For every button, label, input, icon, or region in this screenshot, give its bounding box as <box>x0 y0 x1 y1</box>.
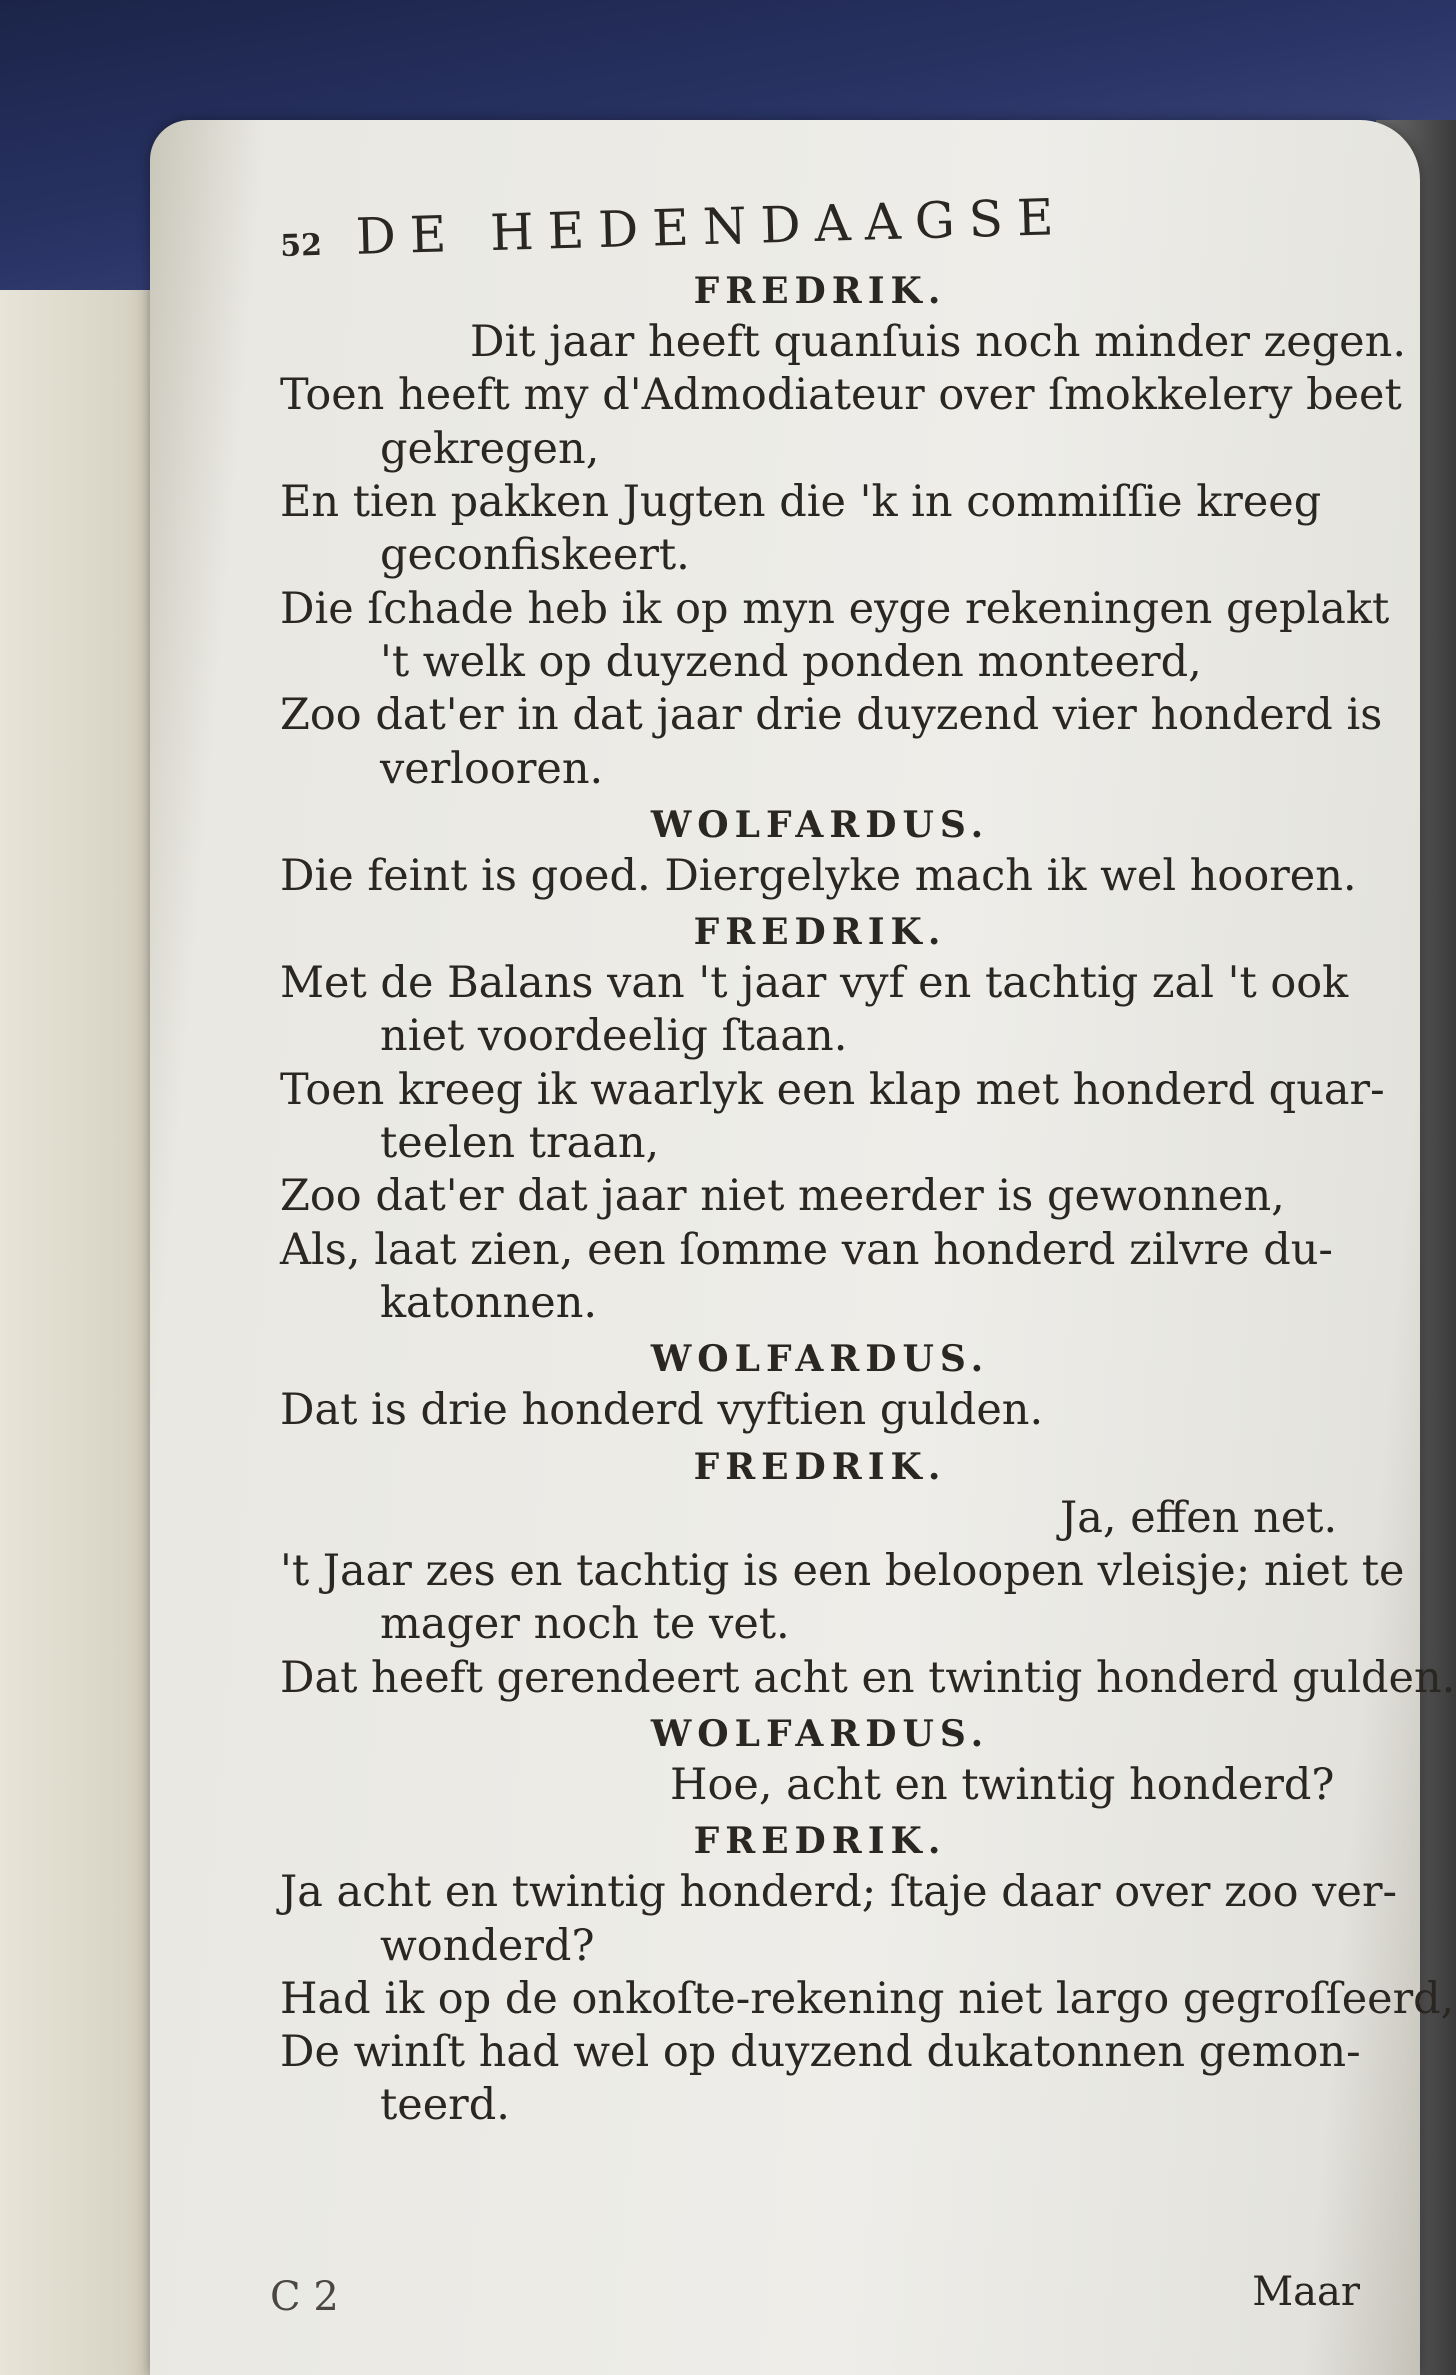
speech <box>280 1384 1360 1437</box>
verse-line: verlooren. <box>380 743 604 794</box>
page-text <box>279 188 1456 2141</box>
verse-line: Ja, effen net. <box>1060 1492 1338 1543</box>
verse-line: wonderd? <box>380 1920 595 1971</box>
verse-line: Als, laat zien, een ſomme van honderd zilvre du- <box>280 1224 1333 1275</box>
verse-line: 't welk op duyzend ponden monteerd, <box>380 636 1202 687</box>
verse-line: Zoo dat'er dat jaar niet meerder is gewonnen, <box>280 1171 1285 1222</box>
speech <box>280 957 1385 1330</box>
verse-line: Toen heeft my d'Admodiateur over ſmokkelery beet <box>280 370 1402 421</box>
verse-line: geconfiskeert. <box>380 530 690 581</box>
catchword: Maar <box>1252 2269 1360 2315</box>
verse-line: Had ik op de onkoſte-rekening niet largo gegroſſeerd, <box>280 1973 1455 2024</box>
verse-line: Ja acht en twintig honderd; ſtaje daar over zoo ver- <box>280 1867 1398 1918</box>
verse-line: De winſt had wel op duyzend dukatonnen gemon- <box>280 2027 1361 2078</box>
verse-line: En tien pakken Jugten die 'k in commiſſie kreeg <box>280 476 1322 527</box>
book-page <box>150 120 1456 2375</box>
speaker-name: FREDRIK. <box>693 911 947 954</box>
speech <box>280 316 1406 796</box>
speaker-name: FREDRIK. <box>693 1820 947 1863</box>
page-number: 52 <box>279 227 323 264</box>
verse-line: Zoo dat'er in dat jaar drie duyzend vier honderd is <box>280 690 1383 741</box>
verse-line: Met de Balans van 't jaar vyf en tachtig zal 't ook <box>280 958 1349 1009</box>
dialogue <box>280 270 1456 2133</box>
verse-line: Die ſchade heb ik op myn eyge rekeningen geplakt <box>280 583 1390 634</box>
speech <box>280 1759 1360 1812</box>
speaker-name: FREDRIK. <box>693 270 947 312</box>
verse-line: Dat is drie honderd vyftien gulden. <box>280 1385 1044 1436</box>
speech <box>280 1492 1456 1705</box>
verse-line: katonnen. <box>380 1278 598 1328</box>
verse-line: niet voordeelig ſtaan. <box>380 1011 848 1062</box>
speaker-name: WOLFARDUS. <box>650 1712 990 1755</box>
speech <box>280 1866 1455 2133</box>
running-title: DE HEDENDAAGSE <box>354 188 1069 266</box>
verse-line: Toen kreeg ik waarlyk een klap met honderd quar- <box>280 1064 1385 1115</box>
speaker-name: FREDRIK. <box>693 1445 947 1488</box>
signature-mark: C 2 <box>270 2274 339 2320</box>
verse-line: teelen traan, <box>380 1118 660 1169</box>
verse-line: Dat heeft gerendeert acht en twintig honderd gulden. <box>280 1652 1456 1703</box>
verse-line: gekregen, <box>380 423 600 474</box>
verse-line: Hoe, acht en twintig honderd? <box>670 1759 1335 1810</box>
speech <box>280 850 1360 903</box>
speaker-name: WOLFARDUS. <box>650 803 990 846</box>
verse-line: Dit jaar heeft quanſuis noch minder zegen. <box>470 317 1406 367</box>
verse-line: mager noch te vet. <box>380 1599 790 1650</box>
verse-line: 't Jaar zes en tachtig is een beloopen vleisje; niet te <box>280 1545 1405 1596</box>
running-head <box>279 180 1360 268</box>
verse-line: teerd. <box>380 2080 510 2131</box>
speaker-name: WOLFARDUS. <box>650 1338 990 1381</box>
verse-line: Die feint is goed. Diergelyke mach ik wel hooren. <box>280 850 1357 901</box>
